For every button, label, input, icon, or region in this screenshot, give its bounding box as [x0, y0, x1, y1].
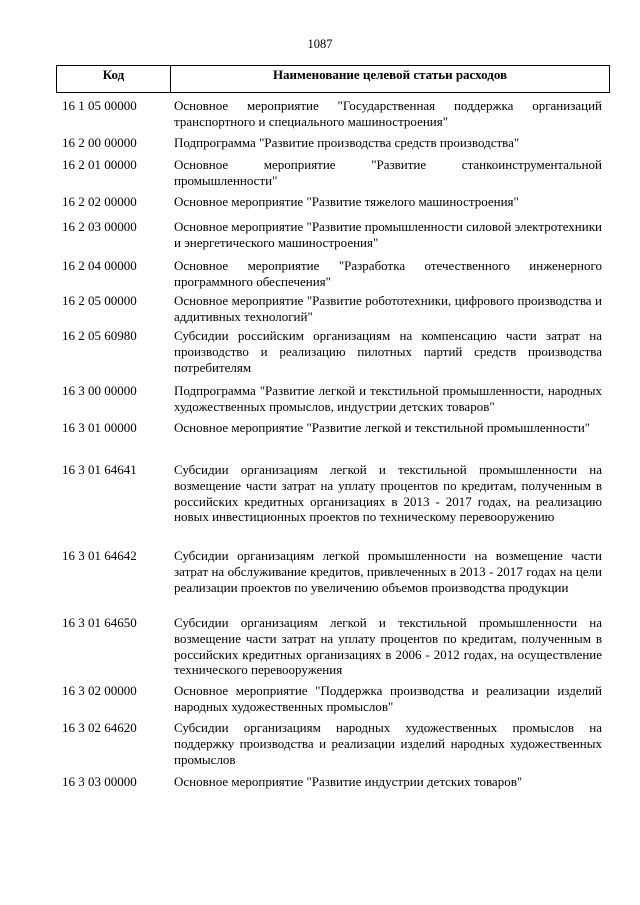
row-name: Основное мероприятие "Разработка отечественного инженерного программного обеспечения" — [174, 258, 602, 289]
table-row — [56, 720, 610, 767]
row-code: 16 2 01 00000 — [62, 157, 137, 172]
row-name: Основное мероприятие "Развитие станкоинструментальной промышленности" — [174, 157, 602, 188]
table-row — [56, 548, 610, 595]
header-code: Код — [57, 66, 171, 92]
header-name: Наименование целевой статьи расходов — [272, 67, 508, 82]
row-code: 16 3 00 00000 — [62, 383, 137, 398]
row-code: 16 3 01 00000 — [62, 420, 137, 435]
row-name: Субсидии организациям легкой промышленности на возмещение части затрат на обслуживание кредитов, привлеченных в 2013 - 2017 годах на цели реализации проектов по увеличению объемов производства продукции — [174, 548, 602, 595]
row-code: 16 3 03 00000 — [62, 774, 137, 789]
table-row — [56, 293, 610, 325]
table-row — [56, 157, 610, 189]
table-row — [56, 420, 610, 436]
row-code: 16 2 00 00000 — [62, 135, 137, 150]
row-name: Основное мероприятие "Развитие индустрии детских товаров" — [174, 774, 523, 789]
row-name: Подпрограмма "Развитие легкой и текстильной промышленности, народных художественных промыслов, индустрии детских товаров" — [174, 383, 602, 414]
table-row — [56, 135, 610, 151]
table-row — [56, 683, 610, 715]
table-row — [56, 258, 610, 290]
table-row — [56, 328, 610, 375]
row-code: 16 2 05 00000 — [62, 293, 137, 308]
table-row — [56, 615, 610, 678]
row-name: Основное мероприятие "Развитие легкой и текстильной промышленности" — [174, 420, 591, 435]
row-code: 16 3 02 64620 — [62, 720, 137, 735]
table-row — [56, 219, 610, 251]
row-code: 16 3 01 64650 — [62, 615, 137, 630]
row-code: 16 2 04 00000 — [62, 258, 137, 273]
row-code: 16 3 02 00000 — [62, 683, 137, 698]
row-name: Субсидии российским организациям на компенсацию части затрат на производство и реализацию пилотных партий средств производства потребителям — [174, 328, 602, 375]
row-name: Подпрограмма "Развитие производства средств производства" — [174, 135, 520, 150]
row-name: Основное мероприятие "Государственная поддержка организаций транспортного и специального машиностроения" — [174, 98, 602, 129]
row-code: 16 2 02 00000 — [62, 194, 137, 209]
row-name: Субсидии организациям народных художественных промыслов на поддержку производства и реализации изделий народных художественных промыслов — [174, 720, 602, 767]
row-code: 16 2 05 60980 — [62, 328, 137, 343]
table-row — [56, 462, 610, 525]
table-row — [56, 98, 610, 130]
row-code: 16 1 05 00000 — [62, 98, 137, 113]
row-name: Основное мероприятие "Развитие промышленности силовой электротехники и энергетического машиностроения" — [174, 219, 602, 250]
row-code: 16 3 01 64641 — [62, 462, 137, 477]
row-name: Основное мероприятие "Развитие тяжелого машиностроения" — [174, 194, 519, 209]
row-name: Субсидии организациям легкой и текстильной промышленности на возмещение части затрат на уплату процентов по кредитам, полученным в российских кредитных организациях в 2006 - 2012 годах, на осуществление технического перевооружения — [174, 615, 602, 678]
row-name: Основное мероприятие "Развитие робототехники, цифрового производства и аддитивных технологий" — [174, 293, 602, 324]
page-number: 1087 — [307, 37, 333, 51]
table-row — [56, 383, 610, 415]
row-code: 16 3 01 64642 — [62, 548, 137, 563]
row-name: Основное мероприятие "Поддержка производства и реализации изделий народных художественных промыслов" — [174, 683, 602, 714]
row-code: 16 2 03 00000 — [62, 219, 137, 234]
table-header — [56, 65, 610, 93]
table-row — [56, 774, 610, 790]
table-row — [56, 194, 610, 210]
row-name: Субсидии организациям легкой и текстильной промышленности на возмещение части затрат на уплату процентов по кредитам, полученным в российских кредитных организациях в 2013 - 2017 годах, на реализацию новых инвестиционных проектов по техническому перевооружению — [174, 462, 602, 525]
